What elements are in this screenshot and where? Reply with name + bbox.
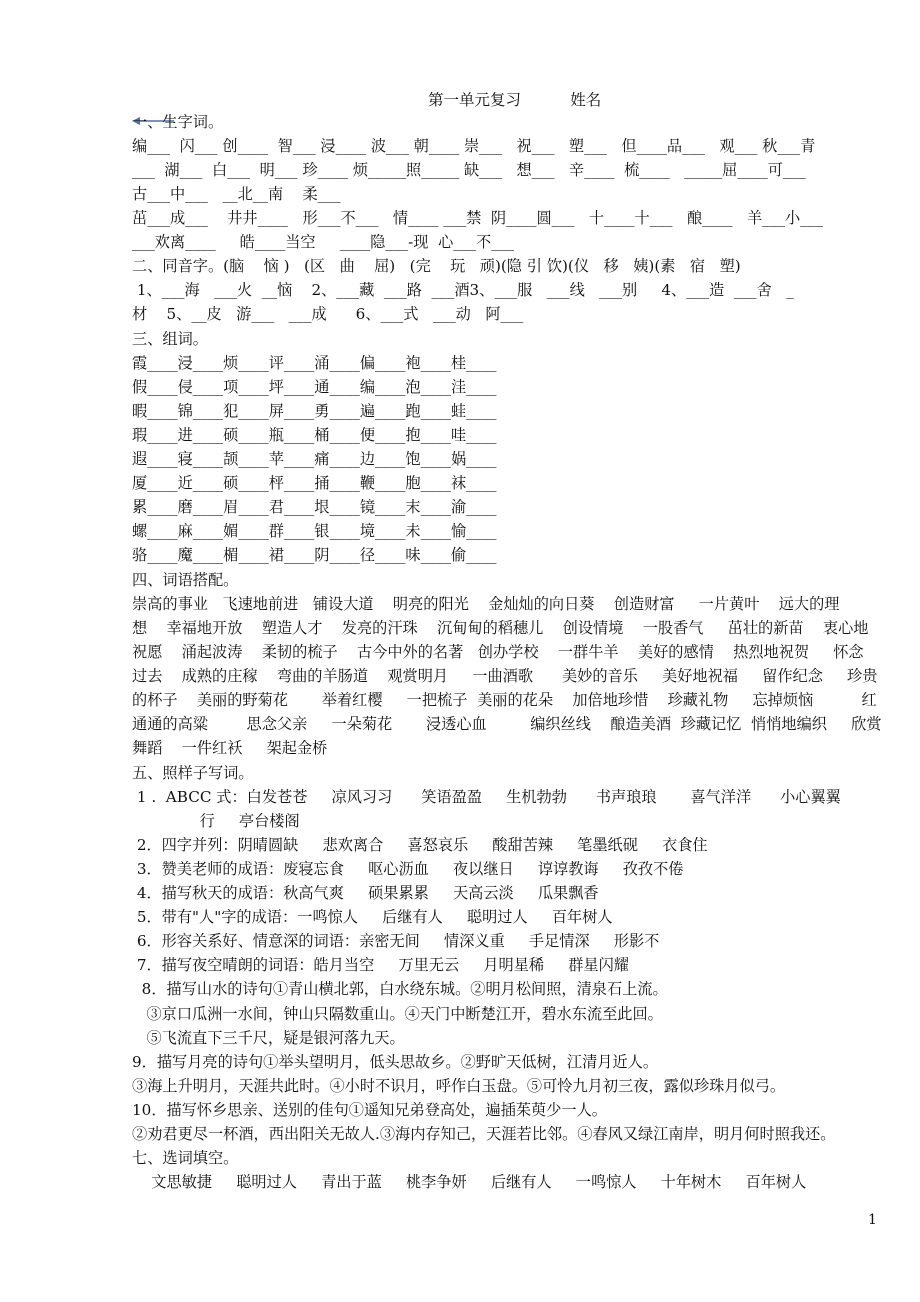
text-line: 行 亭台楼阁 (132, 812, 300, 830)
text-line: 古___中___ __北__南 柔___ (132, 185, 341, 203)
text-line: 通通的高粱 思念父亲 一朵菊花 浸透心血 编织丝线 酿造美酒 珍藏记忆 悄悄地编织 欣赏 (132, 715, 882, 733)
text-line: ②劝君更尽一杯酒，西出阳关无故人.③海内存知己，天涯若比邻。④春风又绿江南岸，明月何时照我还。 (132, 1125, 836, 1143)
text-line: 材 5、__皮 游___ ___成 6、___式 ___动 阿___ (132, 305, 524, 323)
text-line: ③海上升明月，天涯共此时。④小时不识月，呼作白玉盘。⑤可怜九月初三夜，露似珍珠月似弓。 (132, 1077, 786, 1095)
text-line: 假____侵____项____坪____通____编____泡____洼____ (132, 378, 497, 396)
text-line: 瑕____进____硕____瓶____桶____便____抱____哇____ (132, 426, 497, 444)
text-line: 螺____麻____媚____群____银____境____未____愉____ (132, 522, 497, 540)
text-line: 5．带有"人"字的成语：一鸣惊人 后继有人 聪明过人 百年树人 (132, 908, 613, 926)
text-line: 7．描写夜空晴朗的词语：皓月当空 万里无云 月明星稀 群星闪耀 (132, 956, 629, 974)
text-line: 遐____寝____颉____苹____痛____边____饱____娲____ (132, 450, 497, 468)
page-number: 1 (868, 1212, 877, 1228)
text-line: ___ 湖___ 白___ 明___ 珍____ 烦_____照_____ 缺___ 想___ 辛____ 梳____ _____屈____可___ (132, 161, 806, 179)
text-line: 祝愿 涌起波涛 柔韧的梳子 古今中外的名著 创办学校 一群牛羊 美好的感情 热烈地祝贺 怀念 (132, 643, 864, 661)
text-line: 崇高的事业 飞速地前进 铺设大道 明亮的阳光 金灿灿的向日葵 创造财富 一片黄叶 远大的理 (132, 595, 840, 613)
text-line: 9．描写月亮的诗句①举头望明月，低头思故乡。②野旷天低树，江清月近人。 (132, 1053, 659, 1071)
text-line: 茁___成___ 井井____ 形___不___ 情____ ___禁 阴____圆___ 十____十___ 酿____ 羊___小___ (132, 209, 823, 227)
text-line: 四、词语搭配。 (132, 571, 239, 589)
text-line: 骆____魔____楣____裙____阴____径____味____偷____ (132, 546, 497, 564)
text-line: 编___ 闪___ 创____ 智___ 浸____ 波___ 朝____ 崇___ 祝___ 塑___ 但____品___ 观___ 秋___青 (132, 137, 816, 155)
text-line: 累____磨____眉____君____垠____镜____末____渝____ (132, 498, 497, 516)
text-line: ___欢离____ 皓____当空 ____隐___-现 心___不___ (132, 233, 515, 251)
text-line: ③京口瓜洲一水间，钟山只隔数重山。④天门中断楚江开，碧水东流至此回。 (132, 1005, 663, 1023)
text-line: 一、生字词。 (132, 113, 224, 131)
text-line: 的杯子 美丽的野菊花 举着红樱 一把梳子 美丽的花朵 加倍地珍惜 珍藏礼物 忘掉烦恼 红 (132, 691, 877, 709)
text-line: 6．形容关系好、情意深的词语：亲密无间 情深义重 手足情深 形影不 (132, 932, 660, 950)
text-line: 舞蹈 一件红袄 架起金桥 (132, 739, 328, 757)
text-line: 1 . ABCC 式：白发苍苍 凉风习习 笑语盈盈 生机勃勃 书声琅琅 喜气洋洋 小心翼翼 (132, 788, 841, 806)
text-line: 五、照样子写词。 (132, 764, 254, 782)
text-line: 3．赞美老师的成语：废寝忘食 呕心沥血 夜以继日 谆谆教诲 孜孜不倦 (132, 860, 684, 878)
text-line: 8．描写山水的诗句①青山横北郭，白水绕东城。②明月松间照，清泉石上流。 (132, 980, 668, 998)
text-line: 七、选词填空。 (132, 1149, 239, 1167)
text-line: 10．描写怀乡思亲、送别的佳句①遥知兄弟登高处，遍插茱萸少一人。 (132, 1101, 607, 1119)
text-line: 文思敏捷 聪明过人 青出于蓝 桃李争妍 后继有人 一鸣惊人 十年树木 百年树人 (132, 1173, 807, 1191)
page-title: 第一单元复习 姓名 (428, 91, 602, 109)
text-line: 过去 成熟的庄稼 弯曲的羊肠道 观赏明月 一曲酒歌 美妙的音乐 美好地祝福 留作纪念 珍贵 (132, 667, 878, 685)
text-line: 1、___海 ___火 __恼 2、___藏 ___路 ___酒3、___服 ___线 ___别 4、___造 ___舍 _ (132, 281, 794, 299)
text-line: 想 幸福地开放 塑造人才 发亮的汗珠 沉甸甸的稻穗儿 创设情境 一股香气 茁壮的新苗 衷心地 (132, 619, 869, 637)
text-line: 4．描写秋天的成语：秋高气爽 硕果累累 天高云淡 瓜果飘香 (132, 884, 599, 902)
text-line: 2．四字并列：阴晴圆缺 悲欢离合 喜怒哀乐 酸甜苦辣 笔墨纸砚 衣食住 (132, 836, 708, 854)
text-line: 暇____锦____犯____屏____勇____遍____跑____蛙____ (132, 402, 497, 420)
text-line: 三、组词。 (132, 330, 208, 348)
text-line: 二、同音字。(脑 恼 ) (区 曲 屈) (完 玩 顽)(隐 引 饮)(仪 移 姨)(素 宿 塑) (132, 257, 741, 275)
text-line: 霞____浸____烦____评____涌____偏____袍____桂____ (132, 354, 497, 372)
text-line: ⑤飞流直下三千尺，疑是银河落九天。 (132, 1029, 405, 1047)
text-line: 厦____近____硕____枰____捅____鞭____胞____袜____ (132, 474, 497, 492)
